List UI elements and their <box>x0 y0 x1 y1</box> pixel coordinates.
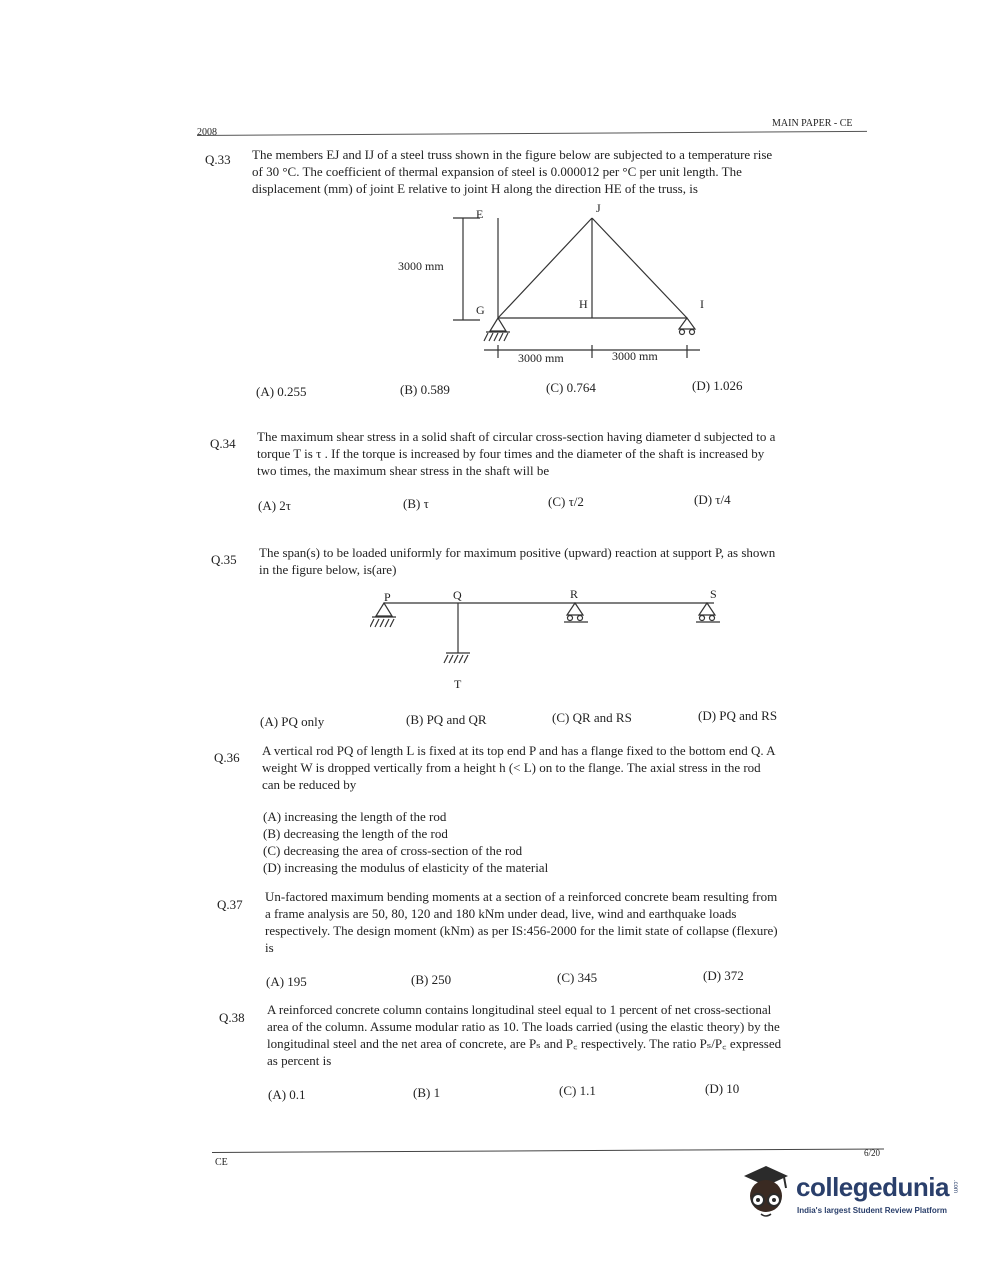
q37-option-c: (C) 345 <box>557 970 598 985</box>
q34-option-b: (B) τ <box>403 496 429 511</box>
q35-line-2: in the figure below, is(are) <box>259 562 397 577</box>
q35-text <box>259 544 863 578</box>
footer-page-number: 6/20 <box>864 1148 881 1158</box>
collegedunia-logo-text: collegedunia <box>796 1172 949 1202</box>
q36-line-3: can be reduced by <box>262 777 357 792</box>
q36-option-b: (B) decreasing the length of the rod <box>263 826 448 841</box>
q38-text <box>267 1001 871 1069</box>
q33-line-2: of 30 °C. The coefficient of thermal expansion of steel is 0.000012 per °C per unit length. The <box>252 164 742 179</box>
label-Q: Q <box>453 588 462 602</box>
q37-line-3: respectively. The design moment (kNm) as per IS:456-2000 for the limit state of collapse (flexure) <box>265 923 778 938</box>
q34-line-2: torque T is τ . If the torque is increased by four times and the diameter of the shaft is increased by <box>257 446 765 461</box>
q34-line-1: The maximum shear stress in a solid shaft of circular cross-section having diameter d subjected to a <box>257 429 776 444</box>
pin-support-G <box>490 318 506 331</box>
label-height: 3000 mm <box>398 259 444 273</box>
header-paper-title: MAIN PAPER - CE <box>772 118 853 129</box>
label-J: J <box>596 201 601 215</box>
q33-truss-figure <box>380 200 720 372</box>
q36-text <box>262 742 866 793</box>
q37-line-1: Un-factored maximum bending moments at a section of a reinforced concrete beam resulting from <box>265 889 778 904</box>
label-I: I <box>700 297 704 311</box>
label-P: P <box>384 590 391 604</box>
pin-support-P <box>376 603 392 616</box>
q35-option-c: (C) QR and RS <box>552 710 632 725</box>
q36-option-c: (C) decreasing the area of cross-section of the rod <box>263 843 523 858</box>
q38-option-d: (D) 10 <box>705 1081 740 1096</box>
label-span-1: 3000 mm <box>518 351 564 365</box>
header-divider <box>197 131 867 136</box>
label-H: H <box>579 297 588 311</box>
label-G: G <box>476 303 485 317</box>
q33-option-c: (C) 0.764 <box>546 380 596 395</box>
member-GJ <box>498 218 592 318</box>
q36-line-2: weight W is dropped vertically from a height h (< L) on to the flange. The axial stress in the rod <box>262 760 761 775</box>
q38-line-4: as percent is <box>267 1053 332 1068</box>
q38-line-3: longitudinal steel and the net area of concrete, are Pₛ and P꜀ respectively. The ratio Pₛ/P꜀ expressed <box>267 1036 782 1051</box>
label-S: S <box>710 587 717 601</box>
q35-beam-figure <box>370 585 730 695</box>
footer-divider <box>212 1148 884 1153</box>
label-T: T <box>454 677 462 691</box>
q37-option-d: (D) 372 <box>703 968 744 983</box>
q34-number: Q.34 <box>210 436 236 451</box>
q38-option-a: (A) 0.1 <box>268 1087 306 1102</box>
roller-support-S <box>699 603 715 615</box>
collegedunia-mascot-icon <box>736 1158 796 1226</box>
q37-option-b: (B) 250 <box>411 972 452 987</box>
q35-line-1: The span(s) to be loaded uniformly for maximum positive (upward) reaction at support P, as shown <box>259 545 776 560</box>
q34-option-d: (D) τ/4 <box>694 492 731 507</box>
label-E: E <box>476 207 484 221</box>
q37-text <box>265 888 869 956</box>
member-JI <box>592 218 687 318</box>
label-R: R <box>570 587 579 601</box>
roller-support-R <box>567 603 583 615</box>
q37-number: Q.37 <box>217 897 243 912</box>
q33-number: Q.33 <box>205 152 231 167</box>
q33-line-3: displacement (mm) of joint E relative to joint H along the direction HE of the truss, is <box>252 181 698 196</box>
collegedunia-logo-suffix: .com <box>952 1180 958 1194</box>
q35-number: Q.35 <box>211 552 237 567</box>
q35-option-d: (D) PQ and RS <box>698 708 778 723</box>
q33-text <box>252 146 856 197</box>
q38-line-2: area of the column. Assume modular ratio as 10. The loads carried (using the elastic theory) by the <box>267 1019 780 1034</box>
q38-option-c: (C) 1.1 <box>559 1083 596 1098</box>
q34-option-c: (C) τ/2 <box>548 494 584 509</box>
roller-support-I <box>679 318 695 329</box>
header-year: 2008 <box>197 127 217 138</box>
q36-line-1: A vertical rod PQ of length L is fixed at its top end P and has a flange fixed to the bottom end Q. A <box>262 743 776 758</box>
q36-options <box>263 808 763 876</box>
q33-line-1: The members EJ and IJ of a steel truss shown in the figure below are subjected to a temperature rise <box>252 147 773 162</box>
q37-line-4: is <box>265 940 274 955</box>
q36-option-d: (D) increasing the modulus of elasticity of the material <box>263 860 549 875</box>
q35-option-b: (B) PQ and QR <box>406 712 487 727</box>
q38-option-b: (B) 1 <box>413 1085 441 1100</box>
q34-line-3: two times, the maximum shear stress in the shaft will be <box>257 463 550 478</box>
label-span-2: 3000 mm <box>612 349 658 363</box>
collegedunia-tagline: India's largest Student Review Platform <box>797 1206 947 1215</box>
q38-line-1: A reinforced concrete column contains longitudinal steel equal to 1 percent of net cross-sectional <box>267 1002 772 1017</box>
q37-option-a: (A) 195 <box>266 974 307 989</box>
q36-option-a: (A) increasing the length of the rod <box>263 809 447 824</box>
q35-option-a: (A) PQ only <box>260 714 325 729</box>
q38-number: Q.38 <box>219 1010 245 1025</box>
q33-option-d: (D) 1.026 <box>692 378 743 393</box>
q34-option-a: (A) 2τ <box>258 498 292 513</box>
q37-line-2: a frame analysis are 50, 80, 120 and 180 kNm under dead, live, wind and earthquake loads <box>265 906 737 921</box>
q33-option-b: (B) 0.589 <box>400 382 450 397</box>
q33-option-a: (A) 0.255 <box>256 384 307 399</box>
q36-number: Q.36 <box>214 750 240 765</box>
q34-text <box>257 428 861 479</box>
footer-code: CE <box>215 1157 228 1168</box>
